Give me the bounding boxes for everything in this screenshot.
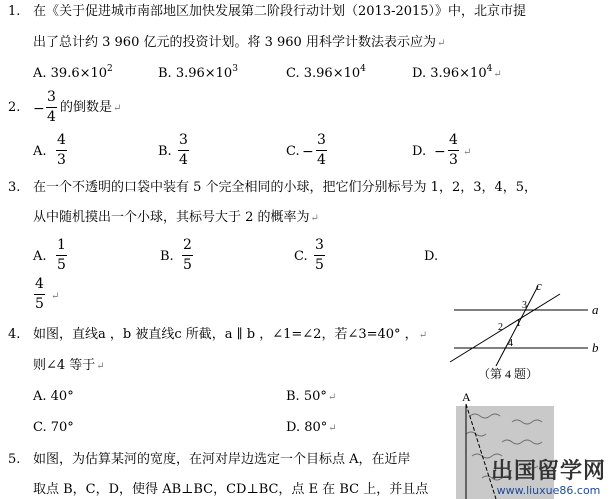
q2-option-d-label: D. — [412, 144, 427, 159]
q2-stem-fraction: 3 4 — [47, 89, 56, 125]
q1-number: 1. — [8, 4, 21, 19]
q4-option-d: D. 80°↵ — [286, 420, 337, 435]
return-mark-icon: ↵ — [310, 213, 319, 224]
q3-option-b-fraction: 2 5 — [183, 237, 192, 273]
q1-option-a: A. $39.6\times 10^2$ — [33, 64, 113, 81]
q5-text-line2: 取点 B，C，D，使得 AB⊥BC，CD⊥BC，点 E 在 BC 上，并且点 — [33, 482, 429, 497]
q2-option-a-label: A. — [33, 144, 47, 159]
q4-text-line2: 则∠4 等于↵ — [33, 358, 105, 373]
return-mark-icon: ↵ — [96, 361, 105, 372]
return-mark-icon: ↵ — [328, 423, 337, 434]
return-mark-icon: ↵ — [436, 38, 446, 49]
angle-label-1: 1 — [516, 318, 521, 329]
figure-caption: （第 4 题） — [478, 367, 539, 381]
label-c: c — [536, 280, 542, 293]
q2-option-c-fraction: 3 4 — [317, 132, 326, 168]
q2-option-c-label: C. — [286, 144, 300, 159]
q2-option-a-fraction: 4 3 — [57, 132, 66, 168]
q4-number: 4. — [8, 327, 21, 342]
watermark-title: 出国留学网 — [490, 459, 606, 484]
angle-label-2: 2 — [498, 322, 503, 333]
q3-option-d-fraction: 4 5 — [35, 276, 44, 312]
watermark-logo — [491, 460, 606, 497]
label-b: b — [592, 340, 599, 355]
q3-option-d-label: D. — [424, 249, 439, 264]
q3-text-line1: 在一个不透明的口袋中装有 5 个完全相同的小球，把它们分别标号为 1，2，3，4，5， — [33, 180, 538, 195]
q1-option-c: C. $3.96\times 10^4$ — [286, 64, 366, 81]
q2-option-b-label: B. — [158, 144, 172, 159]
q3-option-d-return — [50, 288, 59, 305]
label-a: a — [592, 302, 599, 317]
angle-label-3: 3 — [522, 300, 527, 311]
return-mark-icon: ↵ — [493, 69, 502, 80]
q3-number: 3. — [8, 180, 21, 195]
return-mark-icon: ↵ — [418, 330, 428, 341]
q5-text-line1: 如图，为估算某河的宽度，在河对岸边选定一个目标点 A，在近岸 — [33, 452, 411, 467]
q2-number: 2. — [8, 100, 21, 115]
return-mark-icon: ↵ — [113, 103, 122, 114]
transversal-line — [450, 294, 560, 362]
q4-option-a: A. 40° — [33, 389, 74, 404]
q3-option-a-label: A. — [33, 249, 47, 264]
q1-option-b: B. $3.96\times 10^3$ — [158, 64, 238, 81]
return-mark-icon: ↵ — [463, 147, 472, 158]
q2-stem-sign: − — [33, 101, 45, 117]
q2-option-d-return — [462, 144, 471, 161]
q4-option-c: C. 70° — [33, 420, 74, 435]
point-label-a: A — [462, 392, 471, 404]
q3-option-b-label: B. — [160, 249, 174, 264]
q4-option-b: B. 50°↵ — [286, 389, 337, 404]
q2-stem-text: 的倒数是↵ — [60, 100, 122, 115]
watermark-url: www.liuxue86.com — [496, 484, 601, 497]
q1-text-line1: 在《关于促进城市南部地区加快发展第二阶段行动计划（2013-2015）》中，北京市提 — [33, 4, 527, 19]
q3-option-c-label: C. — [294, 249, 308, 264]
q4-geometry-figure — [440, 280, 610, 392]
q1-text-line2: 出了总计约 3 960 亿元的投资计划。将 3 960 用科学计数法表示应为↵ — [33, 35, 446, 50]
q2-option-d-sign: − — [434, 144, 446, 160]
q2-option-d-fraction: 4 3 — [449, 132, 458, 168]
q2-option-b-fraction: 3 4 — [179, 132, 188, 168]
return-mark-icon: ↵ — [327, 392, 337, 403]
return-mark-icon: ↵ — [51, 291, 60, 302]
q3-option-c-fraction: 3 5 — [315, 237, 324, 273]
q1-option-d: D. $3.96\times 10^4↵$ — [412, 64, 502, 81]
q4-text-line1: 如图，直线a ，b 被直线c 所截，a ∥ b ，∠1=∠2，若∠3=40° ，↵ — [33, 327, 428, 342]
angle-label-4: 4 — [508, 338, 513, 349]
q3-text-line2: 从中随机摸出一个小球，其标号大于 2 的概率为↵ — [33, 210, 319, 225]
q2-option-c-sign: − — [302, 144, 314, 160]
q3-option-a-fraction: 1 5 — [57, 237, 66, 273]
q5-number: 5. — [8, 452, 21, 467]
